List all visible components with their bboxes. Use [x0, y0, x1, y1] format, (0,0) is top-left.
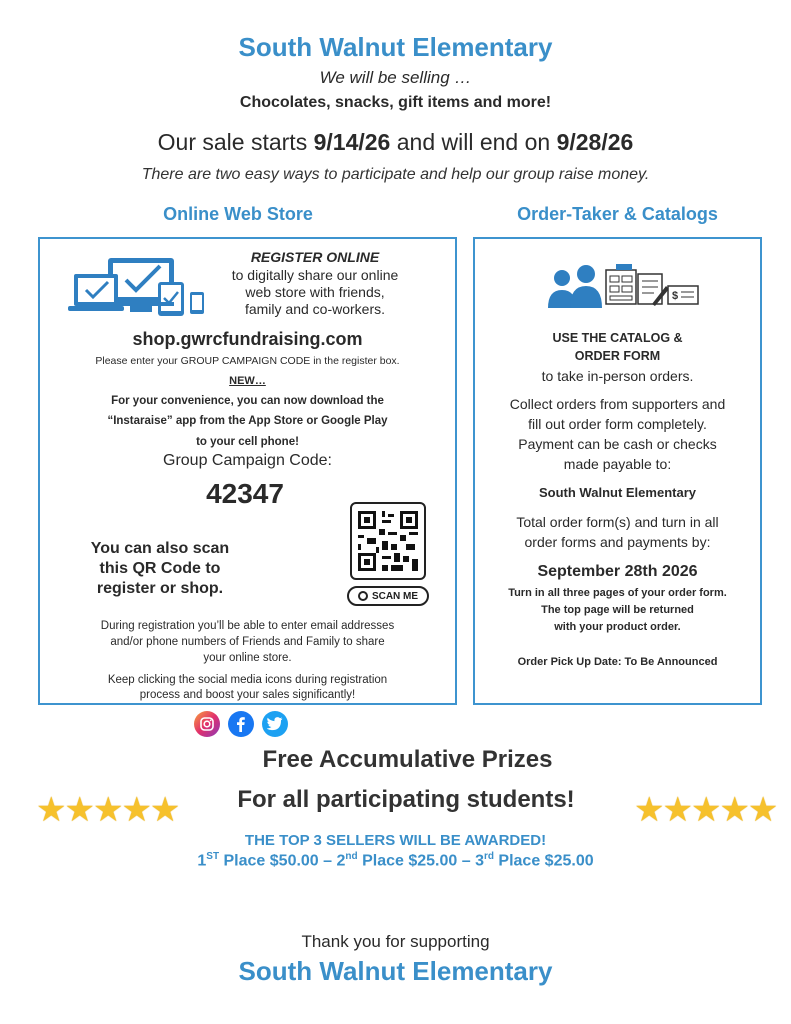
total-line-2: order forms and payments by:: [524, 534, 711, 550]
first-place-text: Place $50.00 –: [219, 852, 337, 870]
twitter-glyph-icon: [267, 717, 283, 731]
scan-line-1: You can also scan: [90, 540, 230, 557]
prizes-line-2: For all participating students!: [237, 786, 575, 813]
stars-left-icon: ★★★★★: [36, 791, 179, 829]
qr-code[interactable]: [350, 502, 426, 580]
register-line-1: to digitally share our online: [231, 267, 399, 283]
reg-line-3: your online store.: [203, 652, 292, 664]
first-place-suffix: ST: [206, 851, 220, 862]
collect-line-4: made payable to:: [563, 456, 672, 472]
intro-text: There are two easy ways to participate and help our group raise money.: [141, 166, 650, 183]
instagram-glyph-icon: [199, 716, 215, 732]
due-date: September 28th 2026: [537, 563, 698, 580]
enter-code-instruction: Please enter your GROUP CAMPAIGN CODE in the register box.: [95, 355, 400, 367]
third-place-text: Place $25.00: [493, 852, 594, 870]
app-line-3: to your cell phone!: [196, 436, 299, 448]
facebook-icon[interactable]: [228, 711, 254, 737]
page-title: South Walnut Elementary: [238, 32, 553, 62]
start-date: 9/14/26: [313, 129, 391, 155]
third-place-suffix: rd: [483, 851, 494, 862]
new-label: NEW…: [229, 375, 266, 387]
top-sellers-heading: THE TOP 3 SELLERS WILL BE AWARDED!: [244, 832, 547, 849]
qr-code-icon: [352, 504, 424, 578]
footer-school-name: South Walnut Elementary: [238, 956, 553, 986]
scan-line-2: this QR Code to: [99, 560, 221, 577]
devices-icon: [68, 256, 218, 318]
total-line-1: Total order form(s) and turn in all: [516, 514, 719, 530]
register-online-title: REGISTER ONLINE: [250, 249, 380, 265]
second-place-suffix: nd: [345, 851, 358, 862]
turn-line-3: with your product order.: [554, 621, 681, 633]
collect-line-3: Payment can be cash or checks: [518, 436, 717, 452]
first-place-number: 1: [197, 852, 207, 870]
social-line-1: Keep clicking the social media icons during registration: [107, 674, 388, 686]
thanks-text: Thank you for supporting: [301, 932, 490, 951]
payee: South Walnut Elementary: [539, 485, 696, 500]
collect-line-2: fill out order form completely.: [528, 416, 707, 432]
pickup-date: Order Pick Up Date: To Be Announced: [517, 656, 718, 668]
turn-line-2: The top page will be returned: [541, 604, 694, 616]
sale-prefix: Our sale starts: [157, 129, 314, 155]
campaign-code: 42347: [206, 478, 284, 509]
scan-line-3: register or shop.: [96, 580, 224, 597]
register-line-2: web store with friends,: [245, 284, 385, 300]
tagline: Chocolates, snacks, gift items and more!: [239, 94, 552, 111]
use-line-3: to take in-person orders.: [541, 368, 694, 384]
store-url[interactable]: shop.gwrcfundraising.com: [132, 329, 363, 349]
end-date: 9/28/26: [556, 129, 634, 155]
register-line-3: family and co-workers.: [244, 301, 386, 317]
reg-line-1: During registration you’ll be able to enter email addresses: [100, 620, 395, 632]
online-store-heading: Online Web Store: [163, 204, 313, 224]
third-place-number: 3: [475, 852, 484, 870]
twitter-icon[interactable]: [262, 711, 288, 737]
order-form-icon: [548, 264, 700, 310]
stars-right-icon: ★★★★★: [634, 791, 777, 829]
app-line-2: “Instaraise” app from the App Store or Google Play: [107, 415, 388, 427]
use-line-1: USE THE CATALOG &: [552, 331, 683, 345]
turn-line-1: Turn in all three pages of your order form.: [508, 587, 727, 599]
instagram-icon[interactable]: [194, 711, 220, 737]
social-line-2: process and boost your sales significantly!: [139, 689, 356, 701]
prize-amounts: [0, 851, 791, 870]
campaign-code-label: Group Campaign Code:: [163, 452, 332, 469]
use-line-2: ORDER FORM: [574, 349, 661, 363]
sale-dates: [0, 129, 791, 156]
app-line-1: For your convenience, you can now download the: [111, 395, 384, 407]
sale-middle: and will end on: [390, 129, 557, 155]
second-place-number: 2: [336, 852, 346, 870]
scan-me-badge: [347, 586, 429, 606]
subtitle: We will be selling …: [319, 68, 472, 87]
reg-line-2: and/or phone numbers of Friends and Family to share: [110, 636, 385, 648]
collect-line-1: Collect orders from supporters and: [509, 396, 726, 412]
scan-me-label: SCAN ME: [371, 590, 419, 602]
svg-text:$: $: [672, 290, 679, 302]
prizes-line-1: Free Accumulative Prizes: [262, 746, 553, 773]
order-taker-heading: Order-Taker & Catalogs: [517, 204, 718, 224]
second-place-text: Place $25.00 –: [357, 852, 476, 870]
scan-me-icon: [358, 591, 368, 601]
facebook-glyph-icon: [234, 716, 248, 732]
